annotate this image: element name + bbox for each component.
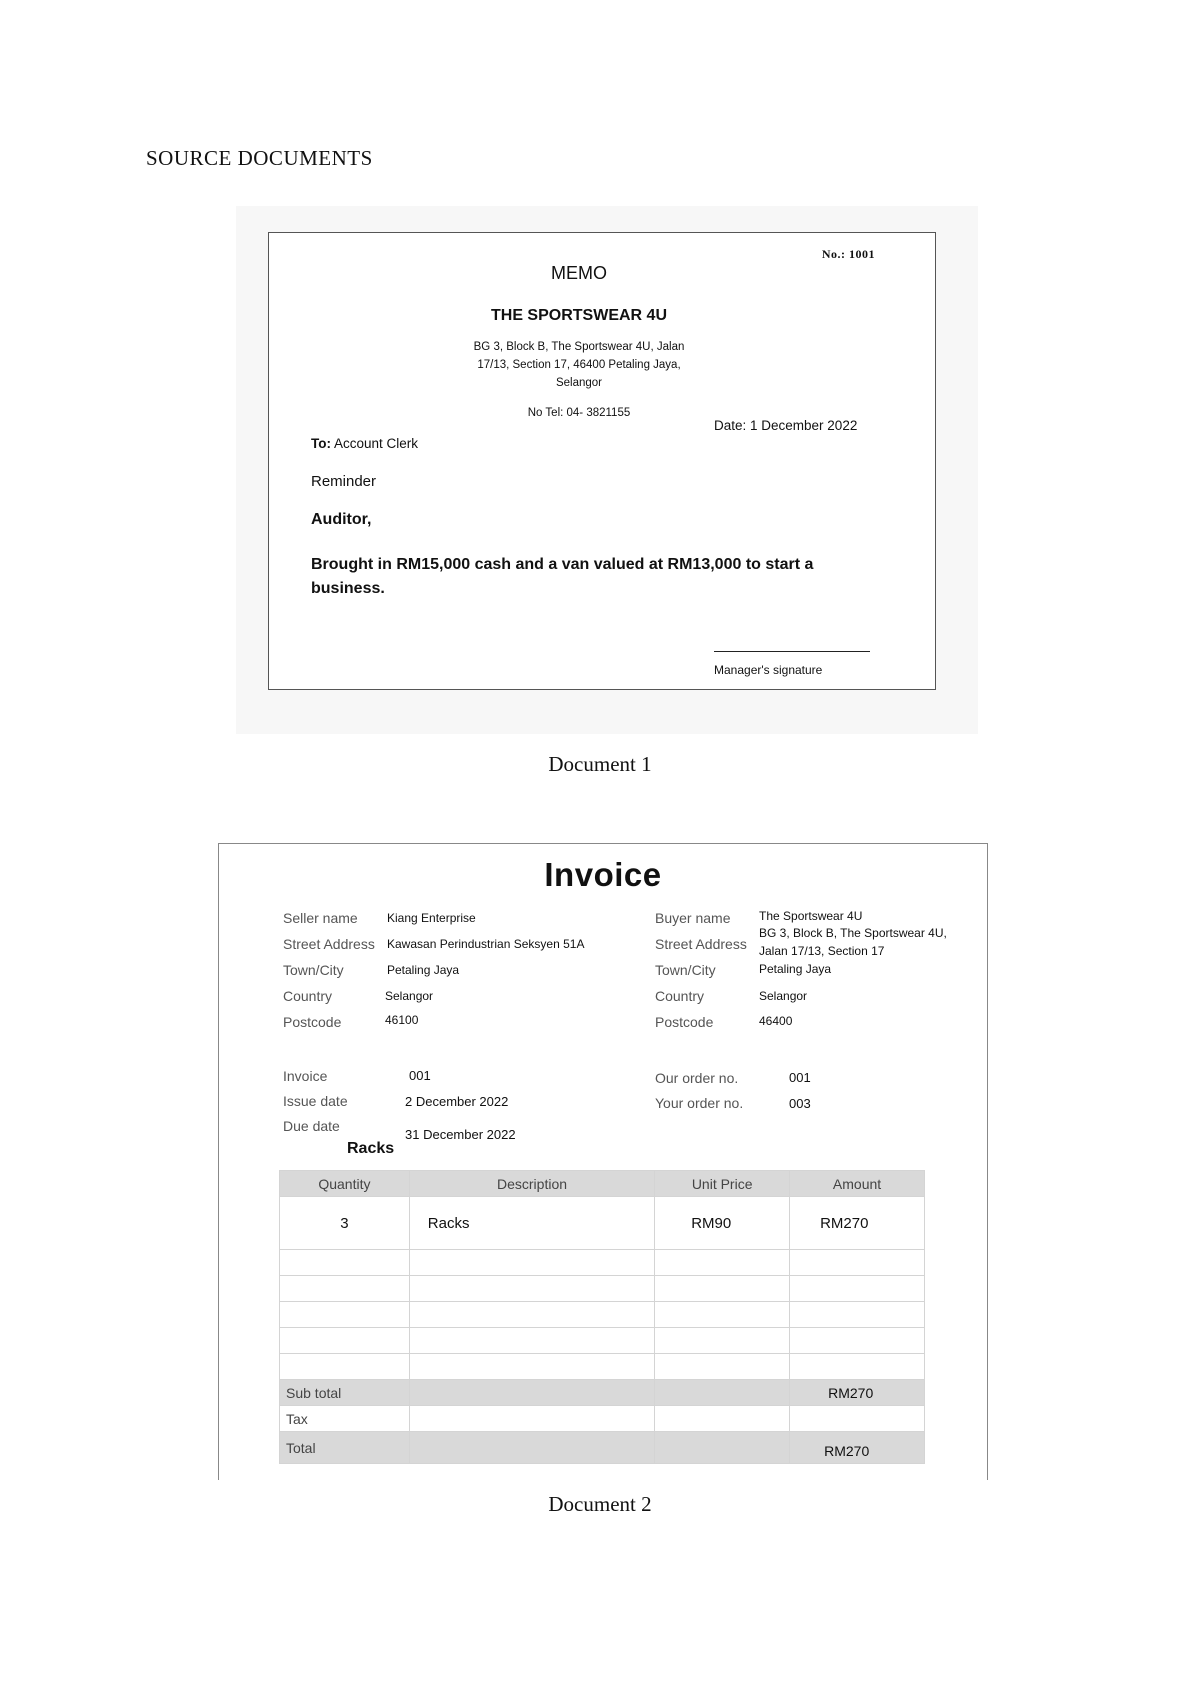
table-row-empty [280,1276,925,1302]
document-1-caption: Document 1 [548,752,652,776]
your-order-number: 003 [789,1096,811,1111]
due-date-label: Due date [283,1118,340,1134]
invoice-number-label: Invoice [283,1068,328,1084]
invoice-number: 001 [409,1068,431,1083]
header-unit-price: Unit Price [655,1171,790,1197]
racks-note: Racks [347,1140,395,1157]
memo-date: Date: 1 December 2022 [714,418,858,433]
memo-greeting: Auditor, [311,511,372,528]
memo-address-line: 17/13, Section 17, 46400 Petaling Jaya, [477,359,681,371]
memo-address [269,338,889,392]
page-heading: SOURCE DOCUMENTS [146,146,373,170]
memo-to-value: Account Clerk [334,436,419,451]
buyer-country: Selangor [759,989,808,1003]
buyer-postcode: 46400 [759,1014,793,1028]
seller-street: Kawasan Perindustrian Seksyen 51A [387,937,585,951]
your-order-label: Your order no. [655,1095,744,1111]
total-row [280,1432,925,1464]
memo-company-name: THE SPORTSWEAR 4U [490,307,667,324]
memo-address-line: BG 3, Block B, The Sportswear 4U, Jalan [473,341,685,353]
item-amount: RM270 [790,1197,925,1250]
our-order-label: Our order no. [655,1070,739,1086]
buyer-street-line-2: Jalan 17/13, Section 17 [759,944,885,958]
buyer-town: Petaling Jaya [759,962,832,976]
signature-label: Manager's signature [714,663,823,677]
total-value: RM270 [790,1432,925,1464]
memo-document [268,232,936,690]
issue-date-label: Issue date [283,1093,348,1109]
table-row-empty [280,1250,925,1276]
issue-date: 2 December 2022 [405,1094,509,1109]
subtotal-row [280,1380,925,1406]
seller-postcode: 46100 [385,1013,419,1027]
seller-postcode-label: Postcode [283,1014,342,1030]
table-header-row [280,1171,925,1197]
subtotal-label: Sub total [280,1380,410,1406]
seller-country: Selangor [385,989,434,1003]
seller-country-label: Country [283,988,333,1004]
memo-recipient [311,436,418,451]
seller-street-label: Street Address [283,936,375,952]
buyer-postcode-label: Postcode [655,1014,714,1030]
buyer-name-label: Buyer name [655,910,731,926]
seller-town: Petaling Jaya [387,963,460,977]
table-row-empty [280,1354,925,1380]
seller-town-label: Town/City [283,962,344,978]
memo-body: Brought in RM15,000 cash and a van valued at RM13,000 to start a business. [311,556,814,597]
buyer-name: The Sportswear 4U [759,909,863,923]
buyer-town-label: Town/City [655,962,716,978]
buyer-street-label: Street Address [655,936,747,952]
subtotal-value: RM270 [790,1380,925,1406]
due-date: 31 December 2022 [405,1127,516,1142]
table-row-empty [280,1328,925,1354]
header-amount: Amount [790,1171,925,1197]
table-row-empty [280,1302,925,1328]
header-description: Description [409,1171,654,1197]
header-quantity: Quantity [280,1171,410,1197]
our-order-number: 001 [789,1070,811,1085]
memo-subject: Reminder [311,473,377,490]
tax-label: Tax [280,1406,410,1432]
invoice-title: Invoice [544,856,662,893]
seller-name-label: Seller name [283,910,358,926]
item-quantity: 3 [280,1197,410,1250]
item-unit-price: RM90 [655,1197,790,1250]
signature-line [714,651,870,652]
memo-title: MEMO [551,263,607,283]
document-2-caption: Document 2 [548,1492,652,1516]
seller-name: Kiang Enterprise [387,911,476,925]
memo-number: No.: 1001 [821,247,875,261]
buyer-street-line-1: BG 3, Block B, The Sportswear 4U, [759,926,947,940]
memo-telephone: No Tel: 04- 3821155 [527,407,631,419]
memo-to-label: To: [311,436,331,451]
tax-row [280,1406,925,1432]
item-description: Racks [409,1197,654,1250]
invoice-table [279,1170,925,1464]
table-row [280,1197,925,1250]
memo-address-line: Selangor [555,377,603,389]
total-label: Total [280,1432,410,1464]
buyer-country-label: Country [655,988,705,1004]
invoice-document [218,843,988,1480]
